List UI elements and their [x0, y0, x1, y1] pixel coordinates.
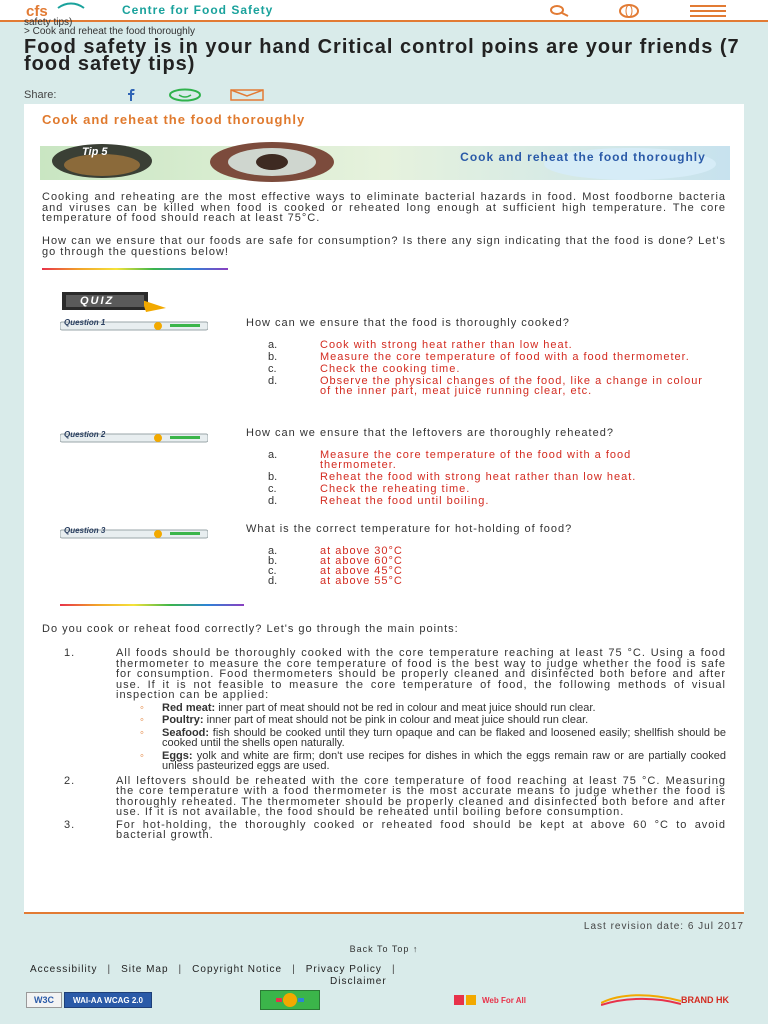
bullet-icon: ◦: [140, 749, 144, 762]
brand-hk-label: BRAND HK: [681, 995, 729, 1005]
option-text: Reheat the food with strong heat rather than low heat.: [320, 471, 637, 483]
web-for-all-label: Web For All: [482, 995, 526, 1005]
option: [268, 376, 708, 396]
option-text: Reheat the food until boiling.: [320, 495, 490, 507]
bullet-term: Red meat:: [162, 701, 216, 714]
option-text: Observe the physical changes of the food, like a change in colour of the inner part, meat juice running clear, etc.: [320, 375, 703, 397]
bullet-item: [42, 715, 726, 726]
footer-link-site-map[interactable]: Site Map: [121, 964, 169, 975]
question-1-options: [268, 340, 708, 396]
list-item: [42, 820, 726, 841]
option-letter: b.: [268, 351, 278, 363]
bullet-icon: ◦: [140, 726, 144, 739]
option: [268, 340, 708, 350]
search-icon[interactable]: [544, 2, 574, 20]
bullet-text: inner part of meat should not be pink in colour and meat juice should run clear.: [203, 714, 589, 726]
share-label: Share:: [24, 89, 57, 101]
option-letter: a.: [268, 339, 278, 351]
brand-hk-logo[interactable]: [590, 992, 740, 1008]
web-for-all-badge[interactable]: [414, 992, 564, 1008]
whatsapp-icon[interactable]: [168, 88, 202, 102]
option: [268, 484, 708, 494]
question-1-label: [60, 318, 208, 328]
option-text: Measure the core temperature of the food with a food thermometer.: [320, 449, 632, 471]
bullet-term: Seafood:: [162, 726, 210, 739]
footer-links: Accessibility | Site Map | Copyright Notice | Privacy Policy | Disclaimer: [30, 964, 396, 987]
intro-paragraph-2: How can we ensure that our foods are safe for consumption? Is there any sign indicating that the food is done? Let's go through the questions below!: [42, 235, 726, 258]
question-3-options: [268, 546, 708, 586]
svg-text:cfs: cfs: [26, 3, 48, 20]
bullet-item: [42, 751, 726, 772]
question-3-label-text: Question 3: [64, 526, 106, 535]
option-text: Check the cooking time.: [320, 363, 461, 375]
option: [268, 352, 708, 362]
option-text: Check the reheating time.: [320, 483, 471, 495]
bullet-item: [42, 703, 726, 714]
option: [268, 450, 708, 470]
site-name[interactable]: Centre for Food Safety: [122, 3, 274, 17]
quiz-logo-text: QUIZ: [80, 295, 115, 307]
question-2-options: [268, 450, 708, 506]
option-text: at above 60°C: [320, 555, 403, 567]
points-intro: Do you cook or reheat food correctly? Let's go through the main points:: [42, 623, 459, 635]
option-letter: c.: [268, 483, 277, 495]
footer-link-copyright-notice[interactable]: Copyright Notice: [192, 964, 283, 975]
back-to-top-link[interactable]: [0, 944, 768, 954]
bullet-text: fish should be cooked until they turn opaque and can be flaked and loosened easily; shellfish should be cooked until the shells open naturally.: [162, 726, 726, 749]
accessibility-award-icon[interactable]: [260, 990, 320, 1010]
section-title: Cook and reheat the food thoroughly: [42, 112, 306, 127]
option-letter: c.: [268, 363, 277, 375]
arrow-up-icon: ↑: [412, 944, 419, 954]
footer-link-disclaimer[interactable]: Disclaimer: [330, 976, 387, 987]
question-2-label-text: Question 2: [64, 430, 106, 439]
option-letter: d.: [268, 495, 278, 507]
option-letter: d.: [268, 375, 278, 387]
bullet-icon: ◦: [140, 714, 144, 726]
quiz-logo: [62, 290, 166, 314]
option-letter: a.: [268, 449, 278, 461]
option: [268, 364, 708, 374]
option-letter: b.: [268, 471, 278, 483]
list-item: [42, 776, 726, 818]
list-item-number: 3.: [64, 818, 76, 831]
page-title: Food safety is in your hand Critical control poins are your friends (7 food safety tips): [24, 36, 740, 75]
list-item-number: 2.: [64, 774, 76, 787]
tip-number: Tip 5: [82, 146, 108, 158]
question-3-text: What is the correct temperature for hot-holding of food?: [246, 523, 573, 535]
bullet-item: [42, 728, 726, 749]
question-3-label: [60, 526, 208, 536]
option: [268, 472, 708, 482]
option-letter: d.: [268, 575, 278, 587]
content-card: [24, 104, 744, 914]
list-item: [42, 648, 726, 701]
back-to-top-label: Back To Top: [349, 944, 410, 954]
rainbow-divider: [60, 604, 244, 606]
intro-paragraph-1: Cooking and reheating are the most effective ways to eliminate bacterial hazards in food. Most foodborne bacteria and viruses can be killed when food is cooked or reheated long enough at sufficient high temperature. The core temperature of food should reach at least 75°C.: [42, 191, 726, 224]
main-points-list: [42, 648, 726, 841]
tip-banner: [40, 142, 730, 184]
footer-link-privacy-policy[interactable]: Privacy Policy: [305, 964, 382, 975]
option-text: Cook with strong heat rather than low heat.: [320, 339, 573, 351]
list-item-text: All foods should be thoroughly cooked with the core temperature reaching at least 75 °C. Using a food thermometer to measure the core temperature of food is the best way to judge whether the food is safe for consumption. Food thermometers should be properly cleaned and disinfected both before and after use. If it is not feasible to measure the core temperature of food, the following methods of visual inspection can be applied:: [116, 647, 726, 701]
email-icon[interactable]: [230, 88, 264, 102]
question-1-label-text: Question 1: [64, 318, 106, 327]
bullet-text: inner part of meat should not be red in colour and meat juice should run clear.: [215, 701, 596, 714]
footer-link-accessibility[interactable]: Accessibility: [30, 964, 98, 975]
bullet-text: yolk and white are firm; don't use recipes for dishes in which the eggs remain raw or are partially cooked unless pasteurized eggs are used.: [162, 749, 726, 772]
w3c-badge[interactable]: W3C: [26, 992, 62, 1008]
option-letter: c.: [268, 565, 277, 577]
question-2-text: How can we ensure that the leftovers are thoroughly reheated?: [246, 427, 614, 439]
rainbow-divider: [42, 268, 228, 270]
option-text: at above 30°C: [320, 545, 403, 557]
question-1-text: How can we ensure that the food is thoroughly cooked?: [246, 317, 570, 329]
globe-icon[interactable]: [614, 2, 644, 20]
list-item-number: 1.: [64, 647, 76, 659]
tip-caption: Cook and reheat the food thoroughly: [460, 150, 706, 164]
option-text: at above 45°C: [320, 565, 403, 577]
option: [268, 496, 708, 506]
list-item-text: All leftovers should be reheated with the core temperature of food reaching at least 75 °C. Measuring the core temperature with a food thermometer is the most accurate means to judge whether the food is thoroughly reheated. The thermometer should be properly cleaned and disinfected both before and after use. If it is not available, the food should be reheated until boiling before consumption.: [116, 774, 726, 818]
menu-icon[interactable]: [688, 2, 728, 20]
bullet-term: Eggs:: [162, 749, 193, 762]
option: [268, 576, 708, 586]
breadcrumb: [24, 18, 195, 36]
wcag-badge[interactable]: WAI-AA WCAG 2.0: [64, 992, 152, 1008]
bullet-icon: ◦: [140, 701, 144, 714]
list-item-text: For hot-holding, the thoroughly cooked or reheated food should be kept at above 60 °C to avoid bacterial growth.: [116, 818, 726, 841]
breadcrumb-parent-link[interactable]: safety tips): [24, 17, 73, 28]
option-letter: a.: [268, 545, 278, 557]
option-text: at above 55°C: [320, 575, 403, 587]
bullet-term: Poultry:: [162, 714, 204, 726]
last-revision-date: Last revision date: 6 Jul 2017: [583, 921, 744, 932]
option-text: Measure the core temperature of food with a food thermometer.: [320, 351, 690, 363]
question-2-label: [60, 430, 208, 440]
breadcrumb-current: > Cook and reheat the food thoroughly: [24, 26, 195, 37]
facebook-icon[interactable]: [124, 88, 138, 102]
option-letter: b.: [268, 555, 278, 567]
